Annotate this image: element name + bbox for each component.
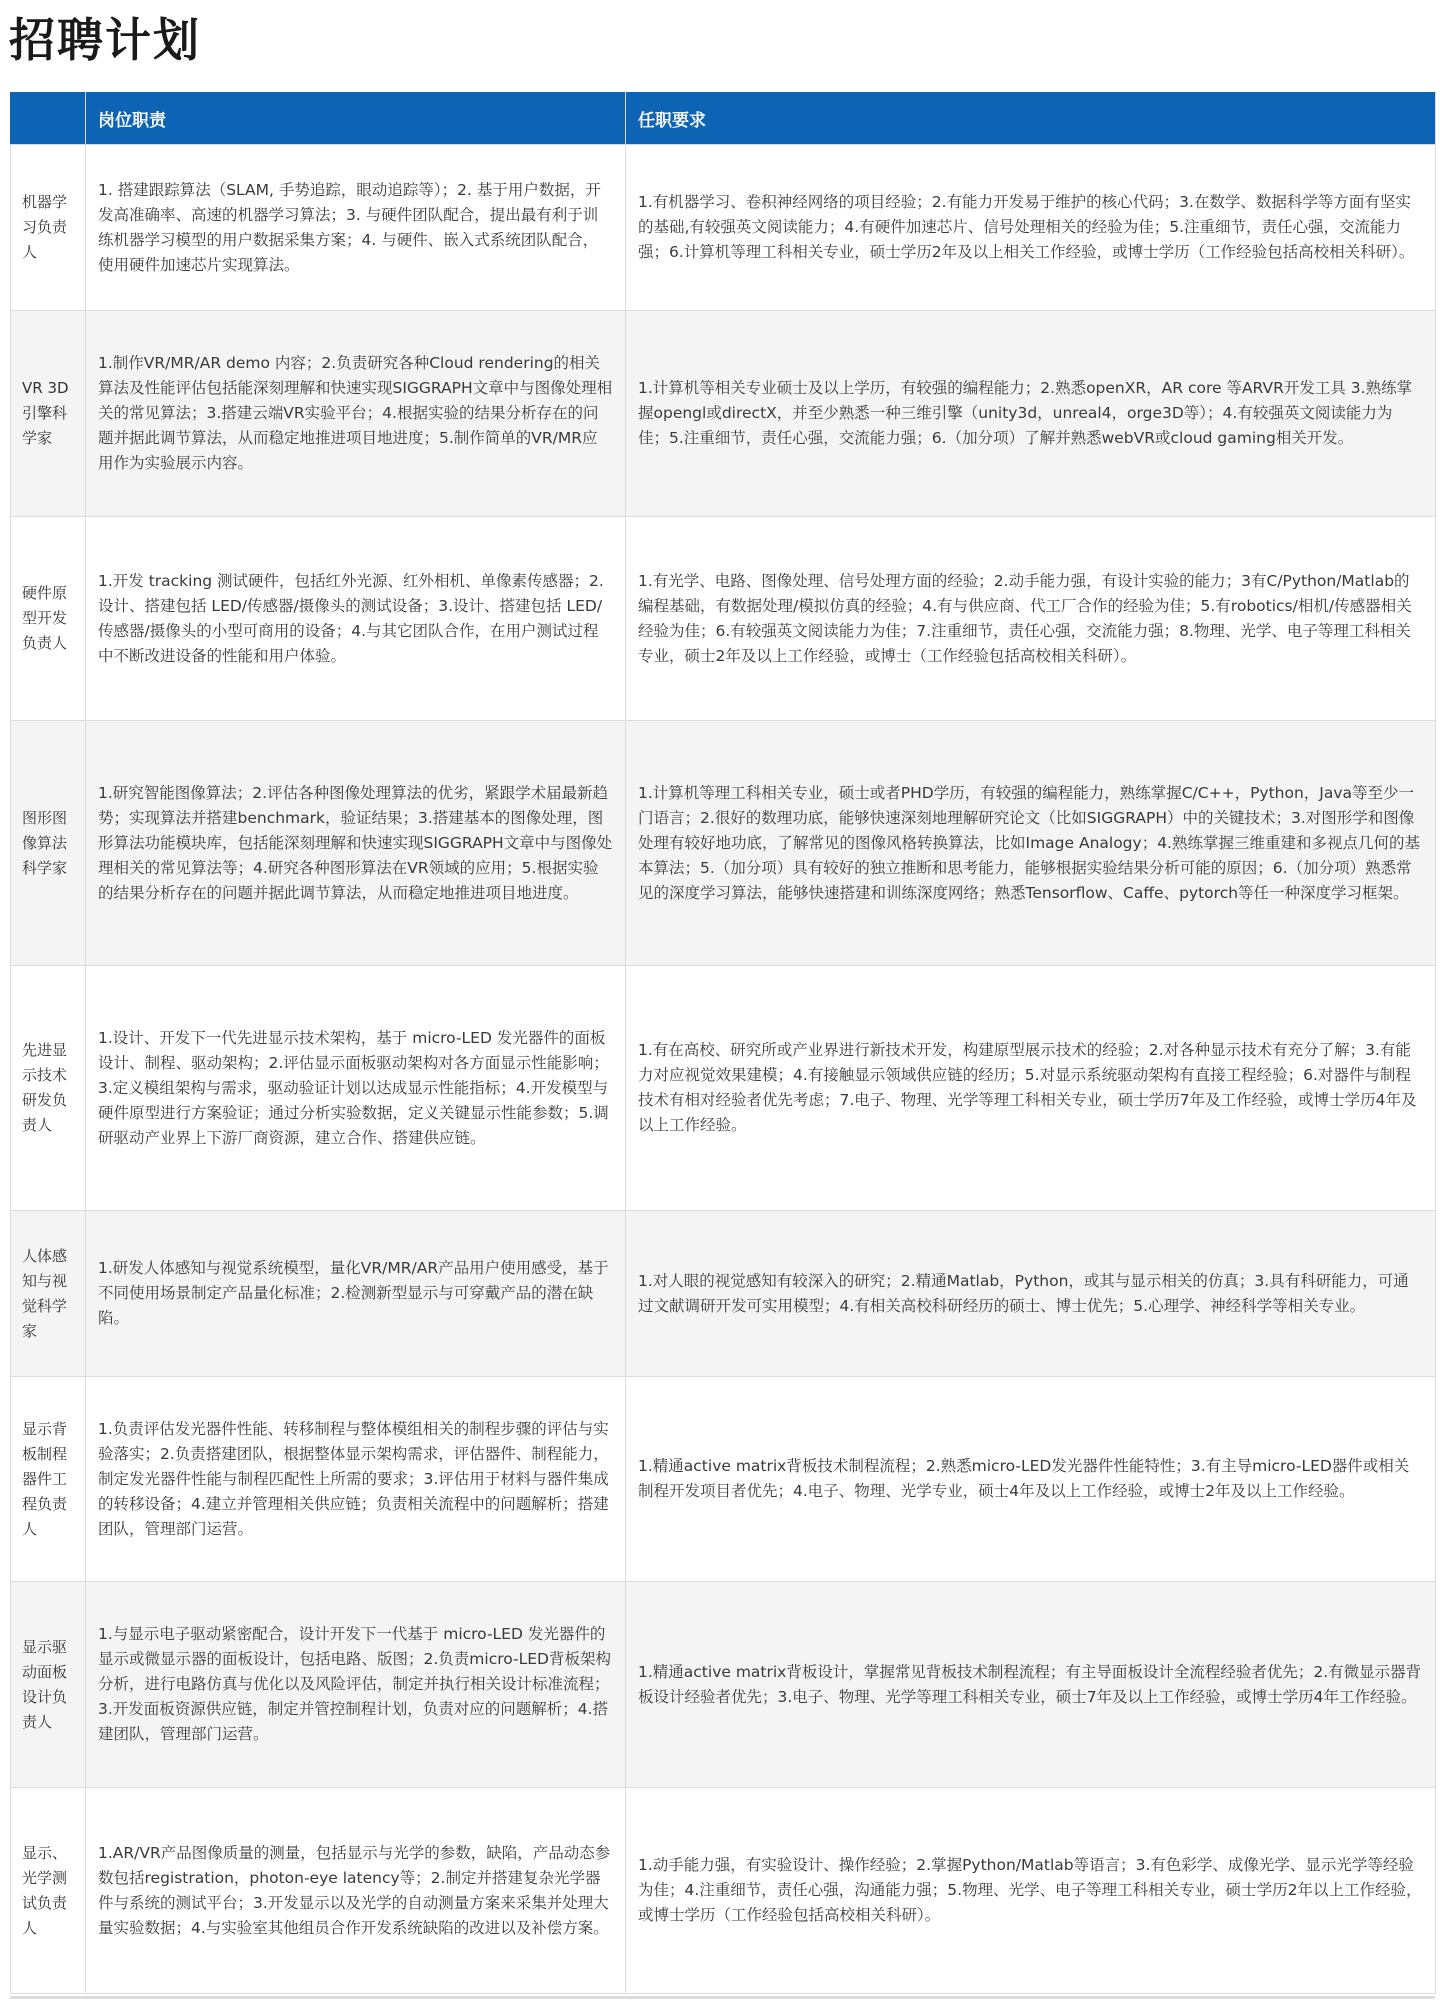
header-role (11, 92, 86, 145)
table-row (11, 1377, 1436, 1582)
requirements-cell: 1.计算机等相关专业硕士及以上学历，有较强的编程能力；2.熟悉openXR，AR core 等ARVR开发工具 3.熟练掌握opengl或directX，并至少熟悉一种三维引擎（unity3d，unreal4，orge3D等）；4.有较强英文阅读能力为佳；5.注重细节，责任心强，交流能力强；6.（加分项）了解并熟悉webVR或cloud gaming相关开发。 (626, 311, 1436, 517)
table-row (11, 1582, 1436, 1788)
role-cell: 先进显示技术研发负责人 (11, 966, 86, 1211)
table-bottom-border (10, 1996, 1435, 1999)
role-cell: 显示驱动面板设计负责人 (11, 1582, 86, 1788)
role-cell: 显示、光学测试负责人 (11, 1788, 86, 1994)
role-cell: 机器学习负责人 (11, 145, 86, 311)
role-cell: 人体感知与视觉科学家 (11, 1211, 86, 1377)
table-row (11, 1211, 1436, 1377)
duties-cell: 1.研究智能图像算法；2.评估各种图像处理算法的优劣，紧跟学术届最新趋势；实现算法并搭建benchmark，验证结果；3.搭建基本的图像处理，图形算法功能模块库，包括能深刻理解和快速实现SIGGRAPH文章中与图像处理相关的常见算法等；4.研究各种图形算法在VR领域的应用；5.根据实验的结果分析存在的问题并据此调节算法，从而稳定地推进项目地进度。 (86, 721, 626, 966)
duties-cell: 1.开发 tracking 测试硬件，包括红外光源、红外相机、单像素传感器；2.设计、搭建包括 LED/传感器/摄像头的测试设备；3.设计、搭建包括 LED/传感器/摄像头的小型可商用的设备；4.与其它团队合作，在用户测试过程中不断改进设备的性能和用户体验。 (86, 517, 626, 721)
requirements-cell: 1.精通active matrix背板设计，掌握常见背板技术制程流程；有主导面板设计全流程经验者优先；2.有微显示器背板设计经验者优先；3.电子、物理、光学等理工科相关专业，硕士7年及以上工作经验，或博士学历4年工作经验。 (626, 1582, 1436, 1788)
table-row (11, 1788, 1436, 1994)
role-cell: 图形图像算法科学家 (11, 721, 86, 966)
page-title: 招聘计划 (9, 13, 201, 67)
table-header-row (11, 92, 1436, 145)
duties-cell: 1.制作VR/MR/AR demo 内容；2.负责研究各种Cloud rendering的相关算法及性能评估包括能深刻理解和快速实现SIGGRAPH文章中与图像处理相关的常见算法；3.搭建云端VR实验平台；4.根据实验的结果分析存在的问题并据此调节算法，从而稳定地推进项目地进度；5.制作简单的VR/MR应用作为实验展示内容。 (86, 311, 626, 517)
requirements-cell: 1.精通active matrix背板技术制程流程；2.熟悉micro-LED发光器件性能特性；3.有主导micro-LED器件或相关制程开发项目者优先；4.电子、物理、光学专业，硕士4年及以上工作经验，或博士2年及以上工作经验。 (626, 1377, 1436, 1582)
table-row (11, 721, 1436, 966)
header-duties: 岗位职责 (86, 92, 626, 145)
requirements-cell: 1.动手能力强，有实验设计、操作经验；2.掌握Python/Matlab等语言；3.有色彩学、成像光学、显示光学等经验为佳；4.注重细节，责任心强，沟通能力强；5.物理、光学、电子等理工科相关专业，硕士学历2年以上工作经验，或博士学历（工作经验包括高校相关科研）。 (626, 1788, 1436, 1994)
recruitment-table (10, 92, 1436, 1994)
table-row (11, 145, 1436, 311)
role-cell: 显示背板制程器件工程负责人 (11, 1377, 86, 1582)
table-row (11, 311, 1436, 517)
requirements-cell: 1.计算机等理工科相关专业，硕士或者PHD学历，有较强的编程能力，熟练掌握C/C++，Python，Java等至少一门语言；2.很好的数理功底，能够快速深刻地理解研究论文（比如SIGGRAPH）中的关键技术；3.对图形学和图像处理有较好地功底，了解常见的图像风格转换算法，比如Image Analogy；4.熟练掌握三维重建和多视点几何的基本算法；5.（加分项）具有较好的独立推断和思考能力，能够根据实验结果分析可能的原因；6.（加分项）熟悉常见的深度学习算法，能够快速搭建和训练深度网络；熟悉Tensorflow、Caffe、pytorch等任一种深度学习框架。 (626, 721, 1436, 966)
duties-cell: 1.负责评估发光器件性能、转移制程与整体模组相关的制程步骤的评估与实验落实；2.负责搭建团队，根据整体显示架构需求，评估器件、制程能力，制定发光器件性能与制程匹配性上所需的要求；3.评估用于材料与器件集成的转移设备；4.建立并管理相关供应链；负责相关流程中的问题解析；搭建团队，管理部门运营。 (86, 1377, 626, 1582)
duties-cell: 1.与显示电子驱动紧密配合，设计开发下一代基于 micro-LED 发光器件的显示或微显示器的面板设计，包括电路、版图；2.负责micro-LED背板架构分析，进行电路仿真与优化以及风险评估，制定并执行相关设计标准流程；3.开发面板资源供应链，制定并管控制程计划，负责对应的问题解析；4.搭建团队，管理部门运营。 (86, 1582, 626, 1788)
role-cell: 硬件原型开发负责人 (11, 517, 86, 721)
table-row (11, 517, 1436, 721)
header-requirements: 任职要求 (626, 92, 1436, 145)
requirements-cell: 1.有光学、电路、图像处理、信号处理方面的经验；2.动手能力强，有设计实验的能力；3有C/Python/Matlab的编程基础，有数据处理/模拟仿真的经验；4.有与供应商、代工厂合作的经验为佳；5.有robotics/相机/传感器相关经验为佳；6.有较强英文阅读能力为佳；7.注重细节，责任心强，交流能力强；8.物理、光学、电子等理工科相关专业，硕士2年及以上工作经验，或博士（工作经验包括高校相关科研）。 (626, 517, 1436, 721)
duties-cell: 1.研发人体感知与视觉系统模型，量化VR/MR/AR产品用户使用感受，基于不同使用场景制定产品量化标准；2.检测新型显示与可穿戴产品的潜在缺陷。 (86, 1211, 626, 1377)
table-row (11, 966, 1436, 1211)
duties-cell: 1.AR/VR产品图像质量的测量，包括显示与光学的参数，缺陷，产品动态参数包括registration，photon-eye latency等；2.制定并搭建复杂光学器件与系统的测试平台；3.开发显示以及光学的自动测量方案来采集并处理大量实验数据；4.与实验室其他组员合作开发系统缺陷的改进以及补偿方案。 (86, 1788, 626, 1994)
requirements-cell: 1.对人眼的视觉感知有较深入的研究；2.精通Matlab，Python，或其与显示相关的仿真；3.具有科研能力，可通过文献调研开发可实用模型；4.有相关高校科研经历的硕士、博士优先；5.心理学、神经科学等相关专业。 (626, 1211, 1436, 1377)
duties-cell: 1.设计、开发下一代先进显示技术架构，基于 micro-LED 发光器件的面板设计、制程、驱动架构；2.评估显示面板驱动架构对各方面显示性能影响；3.定义模组架构与需求，驱动验证计划以达成显示性能指标；4.开发模型与硬件原型进行方案验证；通过分析实验数据，定义关键显示性能参数；5.调研驱动产业界上下游厂商资源，建立合作、搭建供应链。 (86, 966, 626, 1211)
duties-cell: 1. 搭建跟踪算法（SLAM, 手势追踪，眼动追踪等）；2. 基于用户数据，开发高准确率、高速的机器学习算法；3. 与硬件团队配合，提出最有利于训练机器学习模型的用户数据采集方案；4. 与硬件、嵌入式系统团队配合，使用硬件加速芯片实现算法。 (86, 145, 626, 311)
requirements-cell: 1.有在高校、研究所或产业界进行新技术开发，构建原型展示技术的经验；2.对各种显示技术有充分了解；3.有能力对应视觉效果建模；4.有接触显示领域供应链的经历；5.对显示系统驱动架构有直接工程经验；6.对器件与制程技术有相对经验者优先考虑；7.电子、物理、光学等理工科相关专业，硕士学历7年及工作经验，或博士学历4年及以上工作经验。 (626, 966, 1436, 1211)
requirements-cell: 1.有机器学习、卷积神经网络的项目经验；2.有能力开发易于维护的核心代码；3.在数学、数据科学等方面有坚实的基础,有较强英文阅读能力；4.有硬件加速芯片、信号处理相关的经验为佳；5.注重细节，责任心强，交流能力强；6.计算机等理工科相关专业，硕士学历2年及以上相关工作经验，或博士学历（工作经验包括高校相关科研）。 (626, 145, 1436, 311)
role-cell: VR 3D 引擎科学家 (11, 311, 86, 517)
